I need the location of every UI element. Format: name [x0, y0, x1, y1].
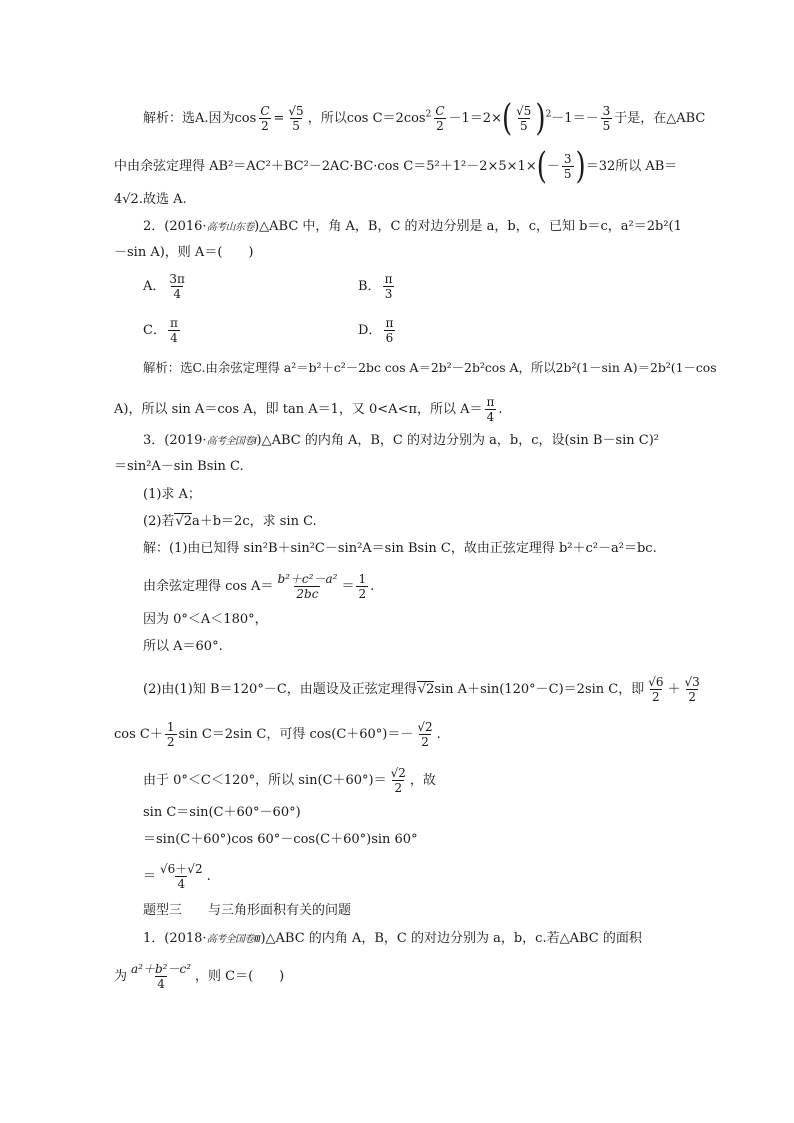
source-label: 高考山东卷	[206, 222, 255, 233]
text: (2)若	[143, 514, 175, 529]
sqrt: √2	[417, 682, 435, 697]
option-c	[143, 316, 182, 345]
denominator: 2	[394, 781, 403, 795]
text: ，所以cos C＝2cos	[307, 111, 426, 126]
text: ＝32所以 AB＝	[585, 159, 678, 174]
numerator: b²＋c²－a²	[277, 572, 338, 586]
denominator: 2	[688, 690, 696, 704]
numerator: 3π	[169, 272, 185, 286]
denominator: 2	[261, 119, 269, 133]
solution-line: ＝sin(C＋60°)cos 60°－cos(C＋60°)sin 60°	[143, 832, 418, 847]
solution-line	[143, 766, 794, 795]
solution-line: 解：(1)由已知得 sin²B＋sin²C－sin²A＝sin Bsin C，故由正弦定理得 b²＋c²－a²＝bc.	[143, 541, 657, 556]
numerator: C	[435, 104, 445, 118]
numerator: C	[260, 104, 270, 118]
solution-line: 因为 0°＜A＜180°，	[143, 612, 268, 627]
denominator: 5	[292, 119, 300, 133]
numerator: 1	[166, 720, 175, 734]
text: 由余弦定理得 cos A＝	[143, 579, 274, 594]
text: .	[370, 579, 375, 594]
question-text: )△ABC 中，角 A，B，C 的对边分别是 a，b，c，已知 b＝c，a²＝2b²(1	[254, 219, 682, 234]
numerator: π	[169, 316, 178, 330]
denominator: 5	[519, 119, 528, 133]
text: cos C＋	[114, 727, 163, 742]
numerator: √5	[516, 104, 532, 118]
question-2	[143, 218, 794, 237]
numerator: 3	[602, 104, 611, 118]
text: ＝	[143, 869, 157, 884]
denominator: 2	[358, 587, 367, 601]
numerator: a²＋b²－c²	[131, 962, 192, 976]
numerator: 3	[563, 152, 572, 166]
denominator: 2	[652, 690, 660, 704]
option-label: A．	[143, 279, 166, 294]
denominator: 2	[421, 735, 429, 749]
text: A)，所以 sin A＝cos A，即 tan A＝1，又 0<A<π，所以 A＝	[114, 402, 483, 417]
option-d	[358, 316, 397, 345]
fraction	[562, 152, 574, 181]
text: ＋	[667, 682, 681, 697]
solution-line	[143, 675, 794, 704]
solution-line: 解析：选A.因为cos $\frac{C}{2}$ = $\frac{√5}{5}$ ，所以$\cos C=2\cos^2$ $\frac{C}{2}$ －1＝2×( $\frac{√5}{5}$ )$^2$－1＝－ $\frac{3}{5}$ 于是，在△ABC	[143, 97, 706, 140]
solution-line	[114, 395, 794, 424]
source-label: 高考全国卷Ⅰ	[206, 436, 257, 447]
denominator: 2	[436, 119, 444, 133]
option-label: D．	[358, 323, 382, 338]
numerator: √2	[390, 766, 406, 780]
section-heading	[143, 902, 794, 920]
numerator: 1	[358, 572, 367, 586]
text: sin A＋sin(120°－C)＝2sin C，即	[434, 682, 645, 697]
question-1	[143, 930, 794, 949]
source-label: 高考全国卷Ⅲ	[206, 934, 261, 945]
denominator: 4	[177, 877, 186, 891]
question-3	[143, 432, 794, 451]
solution-line: 所以 A＝60°.	[143, 639, 223, 654]
text: ＝	[341, 579, 355, 594]
question-line: －sin A)，则 A＝( )	[114, 245, 254, 260]
numerator: π	[384, 272, 393, 286]
denominator: 3	[384, 287, 393, 301]
denominator: 4	[157, 977, 165, 991]
question-text: )△ABC 的内角 A，B，C 的对边分别为 a，b，c，设(sin B－sin C)²	[256, 433, 660, 448]
question-line: ＝sin²A－sin Bsin C.	[114, 459, 244, 474]
solution-line: 中由余弦定理得 AB²＝AC²＋BC²－2AC·BC·cos C＝5²＋1²－2×5×1×(－ $\frac{3}{5}$ )＝32所以 AB＝	[114, 145, 678, 188]
denominator: 5	[563, 167, 572, 181]
text: .	[436, 727, 441, 742]
text: sin C＝2sin C，可得 cos(C＋60°)＝－	[178, 727, 414, 742]
denominator: 2	[166, 735, 175, 749]
solution-line	[143, 862, 794, 891]
numerator: √6＋√2	[160, 862, 203, 876]
fraction	[433, 104, 446, 133]
numerator: √5	[288, 104, 304, 118]
question-number: 1．(2018·	[143, 931, 207, 946]
numerator: √6	[648, 675, 664, 689]
denominator: 4	[486, 410, 495, 424]
text: 中由余弦定理得 AB²＝AC²＋BC²－2AC·BC·cos C＝5²＋1²－2×5×1×	[114, 159, 537, 174]
text: 解析：选A.因为cos	[143, 111, 257, 126]
option-b	[358, 272, 396, 301]
text: 于是，在△ABC	[614, 111, 706, 126]
solution-line	[143, 572, 794, 601]
question-line	[114, 962, 794, 991]
solution-line: 解析：选C.由余弦定理得 a²＝b²＋c²－2bc cos A＝2b²－2b²cos A，所以2b²(1－sin A)＝2b²(1－cos	[143, 360, 717, 375]
text: ，故	[409, 773, 436, 788]
section-label: 题型三	[143, 903, 183, 918]
section-title: 与三角形面积有关的问题	[208, 903, 352, 918]
sqrt: √2	[175, 514, 192, 529]
fraction	[514, 104, 533, 133]
text: 为	[114, 969, 128, 984]
text: －1＝－	[551, 111, 599, 126]
option-a	[143, 272, 189, 301]
solution-line: sin C＝sin(C＋60°－60°)	[143, 805, 301, 820]
numerator: π	[486, 395, 495, 409]
fraction	[601, 104, 613, 133]
fraction	[286, 104, 305, 133]
text: .	[498, 402, 503, 417]
solution-line	[114, 720, 794, 749]
text: ，则 C＝( )	[195, 969, 285, 984]
denominator: 2bc	[296, 587, 319, 601]
question-text: )△ABC 的内角 A，B，C 的对边分别为 a，b，c.若△ABC 的面积	[260, 931, 642, 946]
question-number: 2．(2016·	[143, 219, 207, 234]
denominator: 6	[385, 331, 394, 345]
question-number: 3．(2019·	[143, 433, 207, 448]
option-label: B．	[358, 279, 381, 294]
text: (2)由(1)知 B＝120°－C，由题设及正弦定理得	[143, 682, 417, 697]
numerator: π	[385, 316, 394, 330]
sub-question-1: (1)求 A；	[143, 487, 201, 502]
solution-line: 4√2.故选 A.	[114, 192, 187, 207]
numerator: √3	[684, 675, 700, 689]
text: .	[206, 869, 211, 884]
fraction	[258, 104, 271, 133]
superscript: 2	[425, 109, 432, 120]
denominator: 4	[170, 331, 178, 345]
denominator: 4	[173, 287, 181, 301]
text: a＋b＝2c，求 sin C.	[191, 514, 317, 529]
numerator: √2	[417, 720, 433, 734]
text: 由于 0°＜C＜120°，所以 sin(C＋60°)＝	[143, 773, 387, 788]
sub-question-2	[143, 513, 794, 531]
text: =	[273, 111, 285, 126]
denominator: 5	[602, 119, 611, 133]
option-label: C．	[143, 323, 166, 338]
text: －1＝2×	[448, 111, 502, 126]
